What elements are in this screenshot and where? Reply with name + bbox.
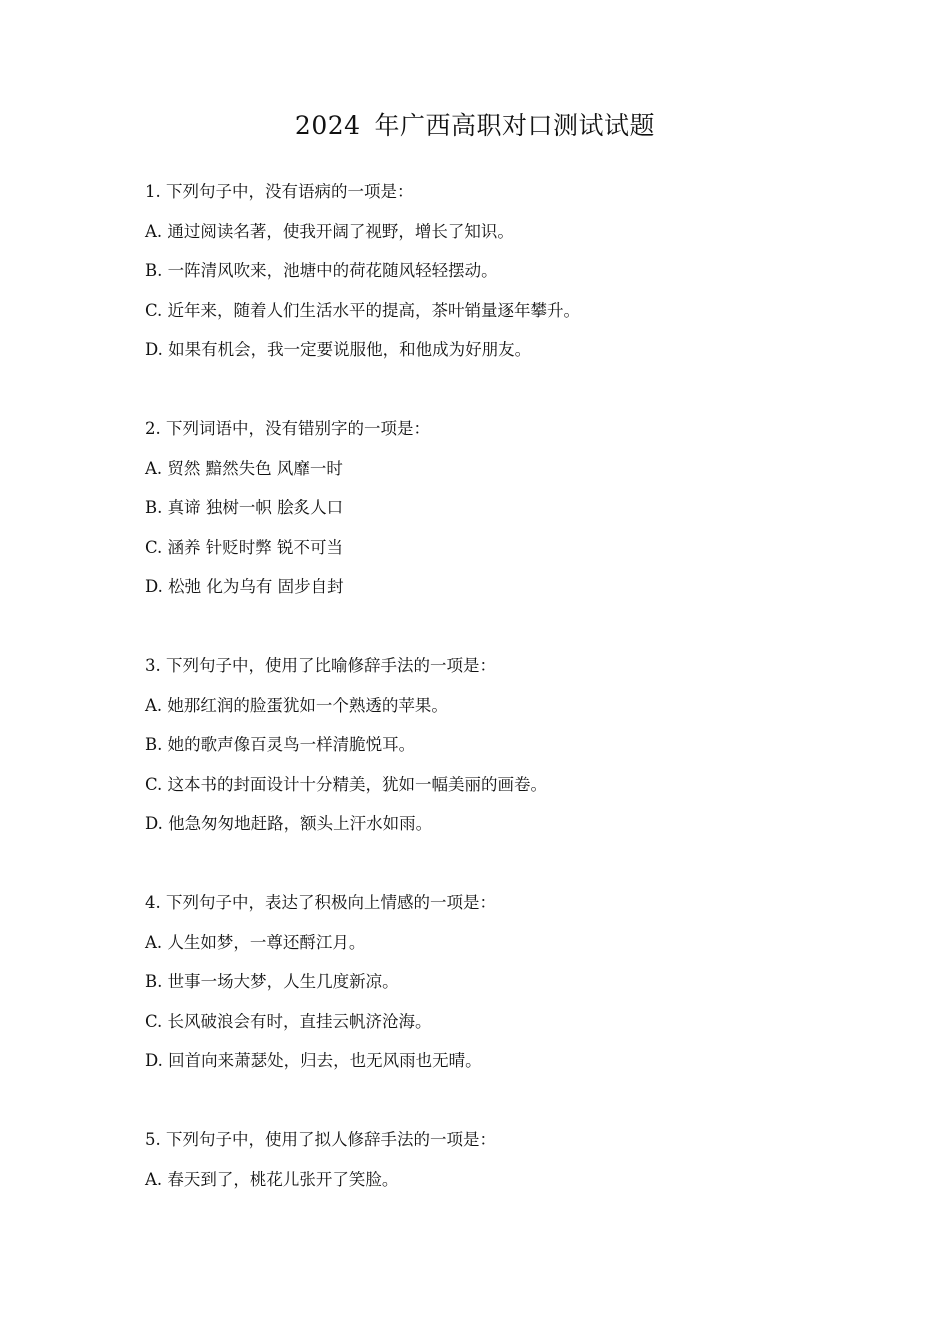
- question-stem: 5. 下列句子中，使用了拟人修辞手法的一项是：: [145, 1130, 496, 1149]
- option-d: D. 松弛 化为乌有 固步自封: [145, 577, 344, 596]
- title-text: 年广西高职对口测试试题: [374, 111, 656, 140]
- question-3: [145, 646, 865, 844]
- option-c: C. 涵养 针贬时弊 锐不可当: [145, 537, 344, 557]
- option-d: D. 如果有机会，我一定要说服他，和他成为好朋友。: [145, 340, 532, 359]
- question-2: [145, 409, 865, 607]
- option-c: C. 长风破浪会有时，直挂云帆济沧海。: [145, 1011, 432, 1031]
- option-a: A. 春天到了，桃花儿张开了笑脸。: [145, 1169, 399, 1189]
- question-stem: 2. 下列词语中，没有错别字的一项是：: [145, 419, 430, 438]
- question-5: [145, 1120, 865, 1199]
- option-d: D. 他急匆匆地赶路，额头上汗水如雨。: [145, 814, 433, 833]
- option-a: A. 她那红润的脸蛋犹如一个熟透的苹果。: [145, 695, 448, 715]
- question-stem: 4. 下列句子中，表达了积极向上情感的一项是：: [145, 893, 496, 912]
- question-stem: 3. 下列句子中，使用了比喻修辞手法的一项是：: [145, 656, 496, 675]
- option-a: A. 贸然 黯然失色 风靡一时: [145, 458, 343, 478]
- option-d: D. 回首向来萧瑟处，归去，也无风雨也无晴。: [145, 1051, 482, 1070]
- option-c: C. 这本书的封面设计十分精美，犹如一幅美丽的画卷。: [145, 774, 548, 794]
- question-4: [145, 883, 865, 1081]
- option-c: C. 近年来，随着人们生活水平的提高，茶叶销量逐年攀升。: [145, 300, 581, 320]
- option-b: B. 一阵清风吹来，池塘中的荷花随风轻轻摆动。: [145, 261, 498, 280]
- title-year: 2024: [294, 111, 361, 140]
- option-a: A. 人生如梦，一尊还酹江月。: [145, 932, 366, 952]
- option-b: B. 她的歌声像百灵鸟一样清脆悦耳。: [145, 735, 416, 754]
- option-a: A. 通过阅读名著，使我开阔了视野，增长了知识。: [145, 221, 514, 241]
- question-stem: 1. 下列句子中，没有语病的一项是：: [145, 182, 414, 201]
- option-b: B. 世事一场大梦，人生几度新凉。: [145, 972, 399, 991]
- page-title: [0, 106, 950, 146]
- question-1: [145, 172, 865, 370]
- option-b: B. 真谛 独树一帜 脍炙人口: [145, 498, 344, 517]
- question-list: [145, 172, 865, 1239]
